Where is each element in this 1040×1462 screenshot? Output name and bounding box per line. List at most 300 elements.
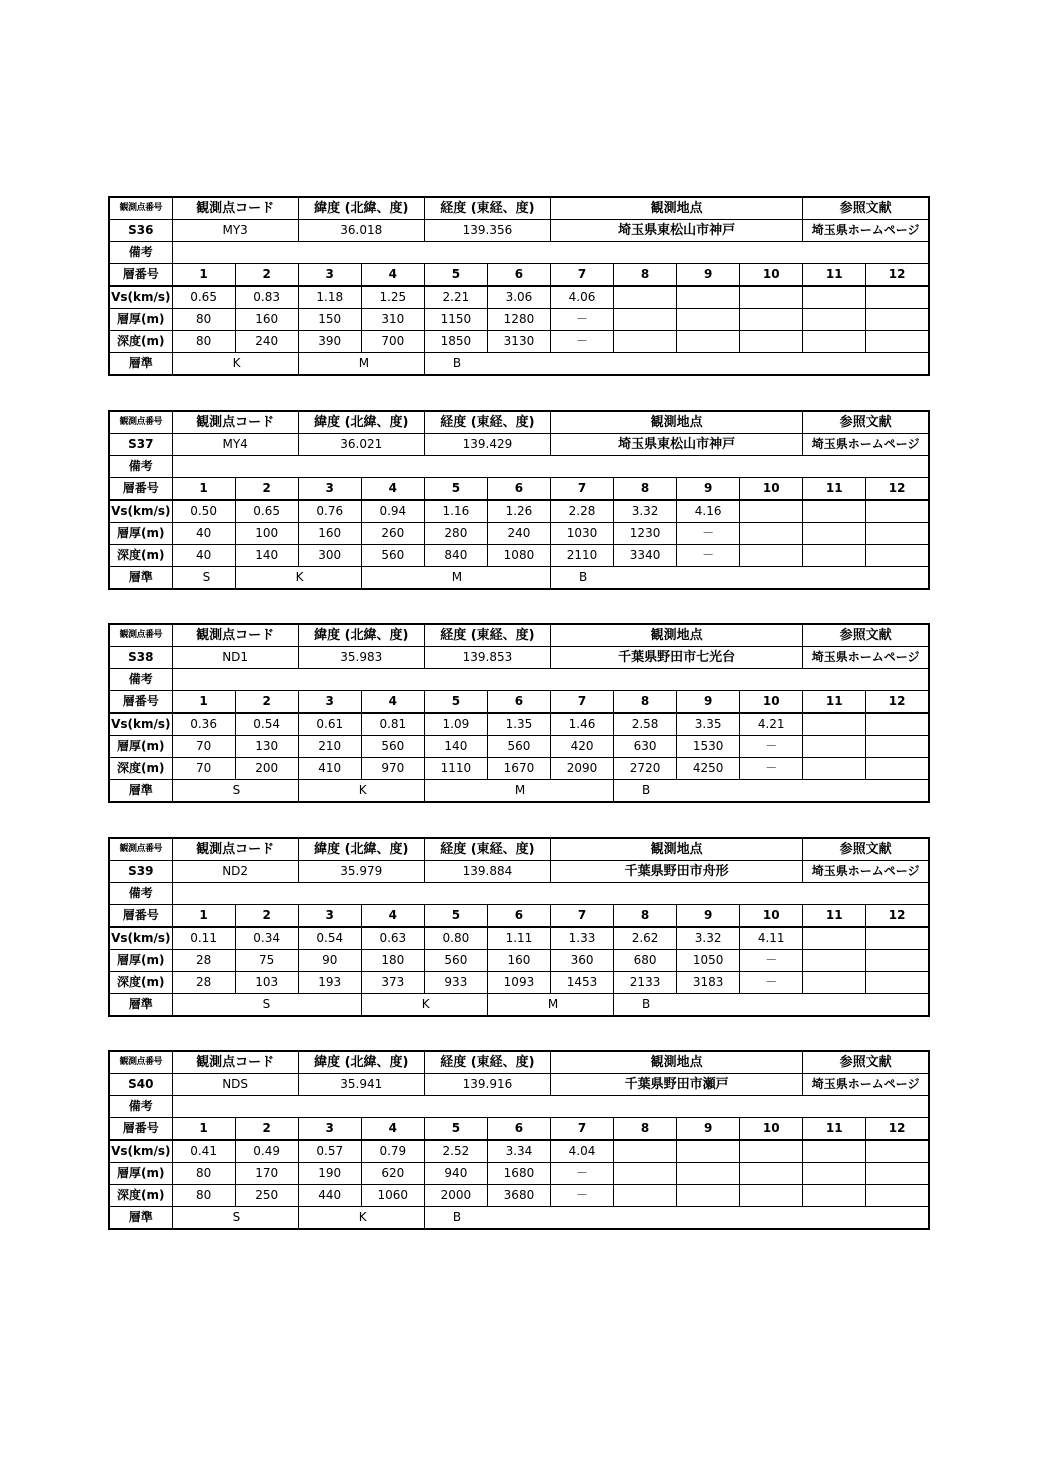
thickness-cell: 1150 bbox=[424, 309, 487, 331]
vs-cell: 0.76 bbox=[298, 500, 361, 523]
layer-number-cell: 4 bbox=[361, 264, 424, 287]
horizon-cell bbox=[172, 1207, 298, 1230]
vs-cell: 1.11 bbox=[487, 927, 550, 950]
vs-row bbox=[109, 286, 929, 309]
depth-cell: 300 bbox=[298, 545, 361, 567]
vs-cell: 3.34 bbox=[487, 1140, 550, 1163]
vs-row bbox=[109, 927, 929, 950]
remarks-value bbox=[172, 242, 929, 264]
layer-number-cell: 12 bbox=[866, 905, 929, 928]
remarks-value bbox=[172, 669, 929, 691]
code-label: 観測点コード bbox=[172, 838, 298, 861]
station-lon: 139.356 bbox=[424, 220, 550, 242]
layer-number-cell: 11 bbox=[803, 1118, 866, 1141]
depth-cell: 440 bbox=[298, 1185, 361, 1207]
layer-number-cell: 9 bbox=[677, 478, 740, 501]
depth-cell: 970 bbox=[361, 758, 424, 780]
station-id: S36 bbox=[109, 220, 172, 242]
remarks-row bbox=[109, 1096, 929, 1118]
vs-cell: 1.46 bbox=[550, 713, 613, 736]
layer-number-cell: 6 bbox=[487, 1118, 550, 1141]
thickness-label: 層厚(m) bbox=[109, 736, 172, 758]
thickness-cell bbox=[803, 1163, 866, 1185]
thickness-cell: 1280 bbox=[487, 309, 550, 331]
remarks-label: 備考 bbox=[109, 456, 172, 478]
horizon-value: B bbox=[642, 997, 651, 1011]
depth-cell: 28 bbox=[172, 972, 235, 994]
vs-label: Vs(km/s) bbox=[109, 1140, 172, 1163]
horizon-value: K bbox=[358, 1210, 367, 1224]
depth-cell: 80 bbox=[172, 331, 235, 353]
horizon-value: M bbox=[514, 783, 526, 797]
layer-no-label: 層番号 bbox=[109, 478, 172, 501]
thickness-cell bbox=[866, 523, 929, 545]
depth-cell bbox=[614, 331, 677, 353]
place-label: 観測地点 bbox=[550, 1051, 802, 1074]
station-code: MY4 bbox=[172, 434, 298, 456]
station-lon: 139.429 bbox=[424, 434, 550, 456]
horizon-cell bbox=[424, 353, 929, 376]
horizon-value: S bbox=[202, 570, 211, 584]
horizon-cell bbox=[550, 567, 929, 590]
vs-cell: 0.36 bbox=[172, 713, 235, 736]
layer-number-cell: 5 bbox=[424, 264, 487, 287]
thickness-cell: 560 bbox=[487, 736, 550, 758]
station-place: 千葉県野田市舟形 bbox=[550, 861, 802, 883]
layer-number-cell: 1 bbox=[172, 691, 235, 714]
horizon-cell bbox=[298, 353, 424, 376]
vs-cell: 4.06 bbox=[550, 286, 613, 309]
layer-number-cell: 2 bbox=[235, 905, 298, 928]
horizon-cell bbox=[298, 1207, 424, 1230]
layer-number-cell: 1 bbox=[172, 905, 235, 928]
vs-cell bbox=[866, 713, 929, 736]
vs-cell: 0.34 bbox=[235, 927, 298, 950]
vs-row bbox=[109, 713, 929, 736]
remarks-row bbox=[109, 242, 929, 264]
layer-number-cell: 7 bbox=[550, 905, 613, 928]
horizon-value: M bbox=[547, 997, 559, 1011]
horizon-label: 層準 bbox=[109, 353, 172, 376]
thickness-cell: 310 bbox=[361, 309, 424, 331]
lon-label: 経度 (東経、度) bbox=[424, 624, 550, 647]
layer-number-cell: 5 bbox=[424, 905, 487, 928]
remarks-row bbox=[109, 883, 929, 905]
layer-number-cell: 10 bbox=[740, 264, 803, 287]
thickness-cell: 75 bbox=[235, 950, 298, 972]
station-ref: 埼玉県ホームページ bbox=[803, 861, 929, 883]
thickness-label: 層厚(m) bbox=[109, 1163, 172, 1185]
layer-number-cell: 11 bbox=[803, 691, 866, 714]
place-label: 観測地点 bbox=[550, 838, 802, 861]
station-code: MY3 bbox=[172, 220, 298, 242]
horizon-value: K bbox=[421, 997, 430, 1011]
depth-label: 深度(m) bbox=[109, 972, 172, 994]
layer-number-cell: 12 bbox=[866, 1118, 929, 1141]
horizon-cell bbox=[424, 1207, 929, 1230]
horizon-value: K bbox=[295, 570, 304, 584]
thickness-cell: 190 bbox=[298, 1163, 361, 1185]
station-lon: 139.916 bbox=[424, 1074, 550, 1096]
layer-number-cell: 3 bbox=[298, 691, 361, 714]
vs-cell: 0.11 bbox=[172, 927, 235, 950]
thickness-cell: 280 bbox=[424, 523, 487, 545]
vs-cell: 0.80 bbox=[424, 927, 487, 950]
depth-cell: 2000 bbox=[424, 1185, 487, 1207]
header-row bbox=[109, 1051, 929, 1074]
vs-cell: 0.63 bbox=[361, 927, 424, 950]
thickness-cell: 1050 bbox=[677, 950, 740, 972]
layer-number-cell: 8 bbox=[614, 478, 677, 501]
station-code: ND1 bbox=[172, 647, 298, 669]
layer-no-label: 層番号 bbox=[109, 1118, 172, 1141]
header-row bbox=[109, 197, 929, 220]
remarks-value bbox=[172, 1096, 929, 1118]
code-label: 観測点コード bbox=[172, 624, 298, 647]
layer-number-row bbox=[109, 478, 929, 501]
layer-number-cell: 8 bbox=[614, 1118, 677, 1141]
layer-number-cell: 5 bbox=[424, 691, 487, 714]
thickness-row bbox=[109, 1163, 929, 1185]
station-table-s38 bbox=[108, 623, 930, 803]
vs-cell: 0.49 bbox=[235, 1140, 298, 1163]
thickness-cell bbox=[866, 736, 929, 758]
layer-number-cell: 5 bbox=[424, 1118, 487, 1141]
ref-label: 参照文献 bbox=[803, 411, 929, 434]
thickness-cell: 40 bbox=[172, 523, 235, 545]
layer-number-cell: 7 bbox=[550, 478, 613, 501]
vs-cell: 1.35 bbox=[487, 713, 550, 736]
horizon-row bbox=[109, 780, 929, 803]
layer-number-cell: 7 bbox=[550, 691, 613, 714]
thickness-cell: 940 bbox=[424, 1163, 487, 1185]
depth-cell: 200 bbox=[235, 758, 298, 780]
vs-cell bbox=[866, 500, 929, 523]
layer-number-cell: 6 bbox=[487, 264, 550, 287]
depth-cell: 1110 bbox=[424, 758, 487, 780]
vs-cell bbox=[677, 1140, 740, 1163]
horizon-row bbox=[109, 567, 929, 590]
thickness-cell bbox=[740, 523, 803, 545]
layer-no-label: 層番号 bbox=[109, 905, 172, 928]
station-table-s37 bbox=[108, 410, 930, 590]
thickness-cell: 140 bbox=[424, 736, 487, 758]
thickness-cell: 170 bbox=[235, 1163, 298, 1185]
horizon-value: B bbox=[642, 783, 651, 797]
layer-number-cell: 6 bbox=[487, 478, 550, 501]
thickness-cell: 210 bbox=[298, 736, 361, 758]
thickness-cell bbox=[803, 736, 866, 758]
horizon-value: S bbox=[232, 1210, 241, 1224]
thickness-cell bbox=[866, 1163, 929, 1185]
depth-cell bbox=[740, 1185, 803, 1207]
vs-cell bbox=[866, 927, 929, 950]
station-info-row bbox=[109, 861, 929, 883]
horizon-cell bbox=[361, 567, 550, 590]
layer-number-cell: 10 bbox=[740, 478, 803, 501]
remarks-row bbox=[109, 669, 929, 691]
depth-cell: 1093 bbox=[487, 972, 550, 994]
thickness-cell: 160 bbox=[298, 523, 361, 545]
depth-cell: 560 bbox=[361, 545, 424, 567]
horizon-cell bbox=[172, 780, 298, 803]
vs-cell bbox=[866, 286, 929, 309]
thickness-cell: 620 bbox=[361, 1163, 424, 1185]
thickness-cell bbox=[866, 309, 929, 331]
vs-cell: 3.32 bbox=[614, 500, 677, 523]
vs-cell: 4.04 bbox=[550, 1140, 613, 1163]
vs-cell bbox=[740, 500, 803, 523]
layer-number-cell: 4 bbox=[361, 691, 424, 714]
station-place: 埼玉県東松山市神戸 bbox=[550, 434, 802, 456]
thickness-cell bbox=[803, 523, 866, 545]
remarks-label: 備考 bbox=[109, 1096, 172, 1118]
station-ref: 埼玉県ホームページ bbox=[803, 647, 929, 669]
layer-number-cell: 3 bbox=[298, 1118, 361, 1141]
vs-cell: 3.35 bbox=[677, 713, 740, 736]
depth-cell: 140 bbox=[235, 545, 298, 567]
horizon-cell bbox=[172, 994, 361, 1017]
lon-label: 経度 (東経、度) bbox=[424, 411, 550, 434]
layer-number-cell: 3 bbox=[298, 478, 361, 501]
depth-label: 深度(m) bbox=[109, 758, 172, 780]
layer-number-cell: 11 bbox=[803, 478, 866, 501]
horizon-value: M bbox=[358, 356, 370, 370]
depth-row bbox=[109, 331, 929, 353]
thickness-cell bbox=[740, 309, 803, 331]
depth-cell: 933 bbox=[424, 972, 487, 994]
station-no-label: 観測点番号 bbox=[109, 838, 172, 861]
lon-label: 経度 (東経、度) bbox=[424, 197, 550, 220]
thickness-cell: － bbox=[740, 950, 803, 972]
layer-number-row bbox=[109, 1118, 929, 1141]
remarks-value bbox=[172, 883, 929, 905]
thickness-label: 層厚(m) bbox=[109, 523, 172, 545]
depth-cell bbox=[866, 1185, 929, 1207]
station-info-row bbox=[109, 647, 929, 669]
thickness-cell: 680 bbox=[614, 950, 677, 972]
code-label: 観測点コード bbox=[172, 197, 298, 220]
horizon-cell bbox=[172, 567, 235, 590]
layer-number-cell: 7 bbox=[550, 264, 613, 287]
depth-cell: 1453 bbox=[550, 972, 613, 994]
header-row bbox=[109, 624, 929, 647]
layer-number-cell: 3 bbox=[298, 264, 361, 287]
vs-cell bbox=[614, 1140, 677, 1163]
layer-number-cell: 4 bbox=[361, 478, 424, 501]
thickness-row bbox=[109, 950, 929, 972]
depth-cell: 390 bbox=[298, 331, 361, 353]
horizon-cell bbox=[614, 994, 929, 1017]
station-no-label: 観測点番号 bbox=[109, 411, 172, 434]
thickness-cell: 1030 bbox=[550, 523, 613, 545]
depth-label: 深度(m) bbox=[109, 331, 172, 353]
depth-cell: － bbox=[677, 545, 740, 567]
thickness-cell bbox=[740, 1163, 803, 1185]
depth-cell bbox=[803, 1185, 866, 1207]
depth-cell bbox=[614, 1185, 677, 1207]
thickness-cell: 100 bbox=[235, 523, 298, 545]
layer-number-cell: 4 bbox=[361, 905, 424, 928]
layer-number-cell: 1 bbox=[172, 264, 235, 287]
depth-cell: 80 bbox=[172, 1185, 235, 1207]
layer-number-cell: 8 bbox=[614, 264, 677, 287]
vs-cell: 0.41 bbox=[172, 1140, 235, 1163]
thickness-label: 層厚(m) bbox=[109, 309, 172, 331]
layer-number-cell: 9 bbox=[677, 691, 740, 714]
thickness-cell bbox=[866, 950, 929, 972]
depth-cell: 3680 bbox=[487, 1185, 550, 1207]
horizon-cell bbox=[235, 567, 361, 590]
depth-row bbox=[109, 545, 929, 567]
station-ref: 埼玉県ホームページ bbox=[803, 220, 929, 242]
depth-cell: 410 bbox=[298, 758, 361, 780]
thickness-cell: － bbox=[550, 1163, 613, 1185]
horizon-value: S bbox=[232, 783, 241, 797]
layer-number-cell: 7 bbox=[550, 1118, 613, 1141]
thickness-cell bbox=[677, 309, 740, 331]
vs-cell: 3.32 bbox=[677, 927, 740, 950]
vs-cell: 0.83 bbox=[235, 286, 298, 309]
thickness-cell: 160 bbox=[235, 309, 298, 331]
thickness-cell: 420 bbox=[550, 736, 613, 758]
depth-cell bbox=[866, 331, 929, 353]
vs-cell: 0.50 bbox=[172, 500, 235, 523]
depth-row bbox=[109, 1185, 929, 1207]
horizon-label: 層準 bbox=[109, 780, 172, 803]
code-label: 観測点コード bbox=[172, 1051, 298, 1074]
depth-cell: 2110 bbox=[550, 545, 613, 567]
vs-cell bbox=[677, 286, 740, 309]
thickness-cell: 240 bbox=[487, 523, 550, 545]
thickness-cell: 1680 bbox=[487, 1163, 550, 1185]
thickness-row bbox=[109, 736, 929, 758]
vs-label: Vs(km/s) bbox=[109, 927, 172, 950]
layer-number-cell: 1 bbox=[172, 478, 235, 501]
lat-label: 緯度 (北緯、度) bbox=[298, 838, 424, 861]
depth-cell: 2133 bbox=[614, 972, 677, 994]
station-info-row bbox=[109, 434, 929, 456]
station-place: 千葉県野田市七光台 bbox=[550, 647, 802, 669]
vs-cell: 2.58 bbox=[614, 713, 677, 736]
horizon-row bbox=[109, 994, 929, 1017]
vs-cell bbox=[803, 500, 866, 523]
depth-cell: 373 bbox=[361, 972, 424, 994]
depth-cell bbox=[803, 545, 866, 567]
lat-label: 緯度 (北緯、度) bbox=[298, 1051, 424, 1074]
station-table-s40 bbox=[108, 1050, 930, 1230]
vs-cell: 0.65 bbox=[235, 500, 298, 523]
lon-label: 経度 (東経、度) bbox=[424, 838, 550, 861]
vs-cell bbox=[803, 713, 866, 736]
layer-number-cell: 10 bbox=[740, 691, 803, 714]
thickness-cell: 630 bbox=[614, 736, 677, 758]
thickness-cell: 1530 bbox=[677, 736, 740, 758]
header-row bbox=[109, 411, 929, 434]
station-lat: 35.983 bbox=[298, 647, 424, 669]
thickness-cell: 260 bbox=[361, 523, 424, 545]
layer-number-cell: 9 bbox=[677, 264, 740, 287]
depth-cell: 103 bbox=[235, 972, 298, 994]
depth-cell: － bbox=[740, 972, 803, 994]
layer-no-label: 層番号 bbox=[109, 691, 172, 714]
thickness-row bbox=[109, 309, 929, 331]
depth-cell: 70 bbox=[172, 758, 235, 780]
depth-cell: 4250 bbox=[677, 758, 740, 780]
thickness-cell: 130 bbox=[235, 736, 298, 758]
depth-cell: 250 bbox=[235, 1185, 298, 1207]
horizon-label: 層準 bbox=[109, 567, 172, 590]
depth-cell: 1060 bbox=[361, 1185, 424, 1207]
vs-cell: 1.33 bbox=[550, 927, 613, 950]
vs-row bbox=[109, 1140, 929, 1163]
remarks-value bbox=[172, 456, 929, 478]
station-id: S37 bbox=[109, 434, 172, 456]
depth-cell: 193 bbox=[298, 972, 361, 994]
place-label: 観測地点 bbox=[550, 624, 802, 647]
ref-label: 参照文献 bbox=[803, 624, 929, 647]
vs-cell: 4.11 bbox=[740, 927, 803, 950]
layer-number-cell: 12 bbox=[866, 691, 929, 714]
depth-cell: 1670 bbox=[487, 758, 550, 780]
vs-cell: 1.25 bbox=[361, 286, 424, 309]
vs-cell: 1.09 bbox=[424, 713, 487, 736]
station-table-s36 bbox=[108, 196, 930, 376]
layer-number-cell: 11 bbox=[803, 905, 866, 928]
vs-cell: 0.54 bbox=[298, 927, 361, 950]
code-label: 観測点コード bbox=[172, 411, 298, 434]
lat-label: 緯度 (北緯、度) bbox=[298, 197, 424, 220]
horizon-value: B bbox=[452, 1210, 462, 1224]
station-info-row bbox=[109, 220, 929, 242]
layer-number-cell: 8 bbox=[614, 905, 677, 928]
horizon-value: B bbox=[452, 356, 462, 370]
depth-cell: 3340 bbox=[614, 545, 677, 567]
station-info-row bbox=[109, 1074, 929, 1096]
depth-row bbox=[109, 972, 929, 994]
vs-cell: 0.79 bbox=[361, 1140, 424, 1163]
horizon-value: K bbox=[232, 356, 241, 370]
station-place: 千葉県野田市瀬戸 bbox=[550, 1074, 802, 1096]
vs-cell: 4.21 bbox=[740, 713, 803, 736]
depth-cell: 1850 bbox=[424, 331, 487, 353]
layer-number-cell: 2 bbox=[235, 1118, 298, 1141]
layer-number-cell: 4 bbox=[361, 1118, 424, 1141]
place-label: 観測地点 bbox=[550, 197, 802, 220]
depth-cell: 2720 bbox=[614, 758, 677, 780]
depth-cell: － bbox=[550, 331, 613, 353]
station-no-label: 観測点番号 bbox=[109, 1051, 172, 1074]
horizon-value: B bbox=[578, 570, 588, 584]
depth-cell bbox=[803, 972, 866, 994]
station-lat: 36.018 bbox=[298, 220, 424, 242]
station-id: S40 bbox=[109, 1074, 172, 1096]
vs-cell: 0.57 bbox=[298, 1140, 361, 1163]
vs-cell: 0.94 bbox=[361, 500, 424, 523]
thickness-cell: 160 bbox=[487, 950, 550, 972]
thickness-cell bbox=[614, 1163, 677, 1185]
depth-cell: 240 bbox=[235, 331, 298, 353]
vs-cell bbox=[803, 927, 866, 950]
horizon-cell bbox=[487, 994, 613, 1017]
vs-cell bbox=[803, 286, 866, 309]
layer-number-cell: 2 bbox=[235, 478, 298, 501]
depth-cell bbox=[803, 758, 866, 780]
vs-cell: 2.21 bbox=[424, 286, 487, 309]
horizon-cell bbox=[172, 353, 298, 376]
layer-number-cell: 2 bbox=[235, 264, 298, 287]
depth-cell bbox=[677, 331, 740, 353]
